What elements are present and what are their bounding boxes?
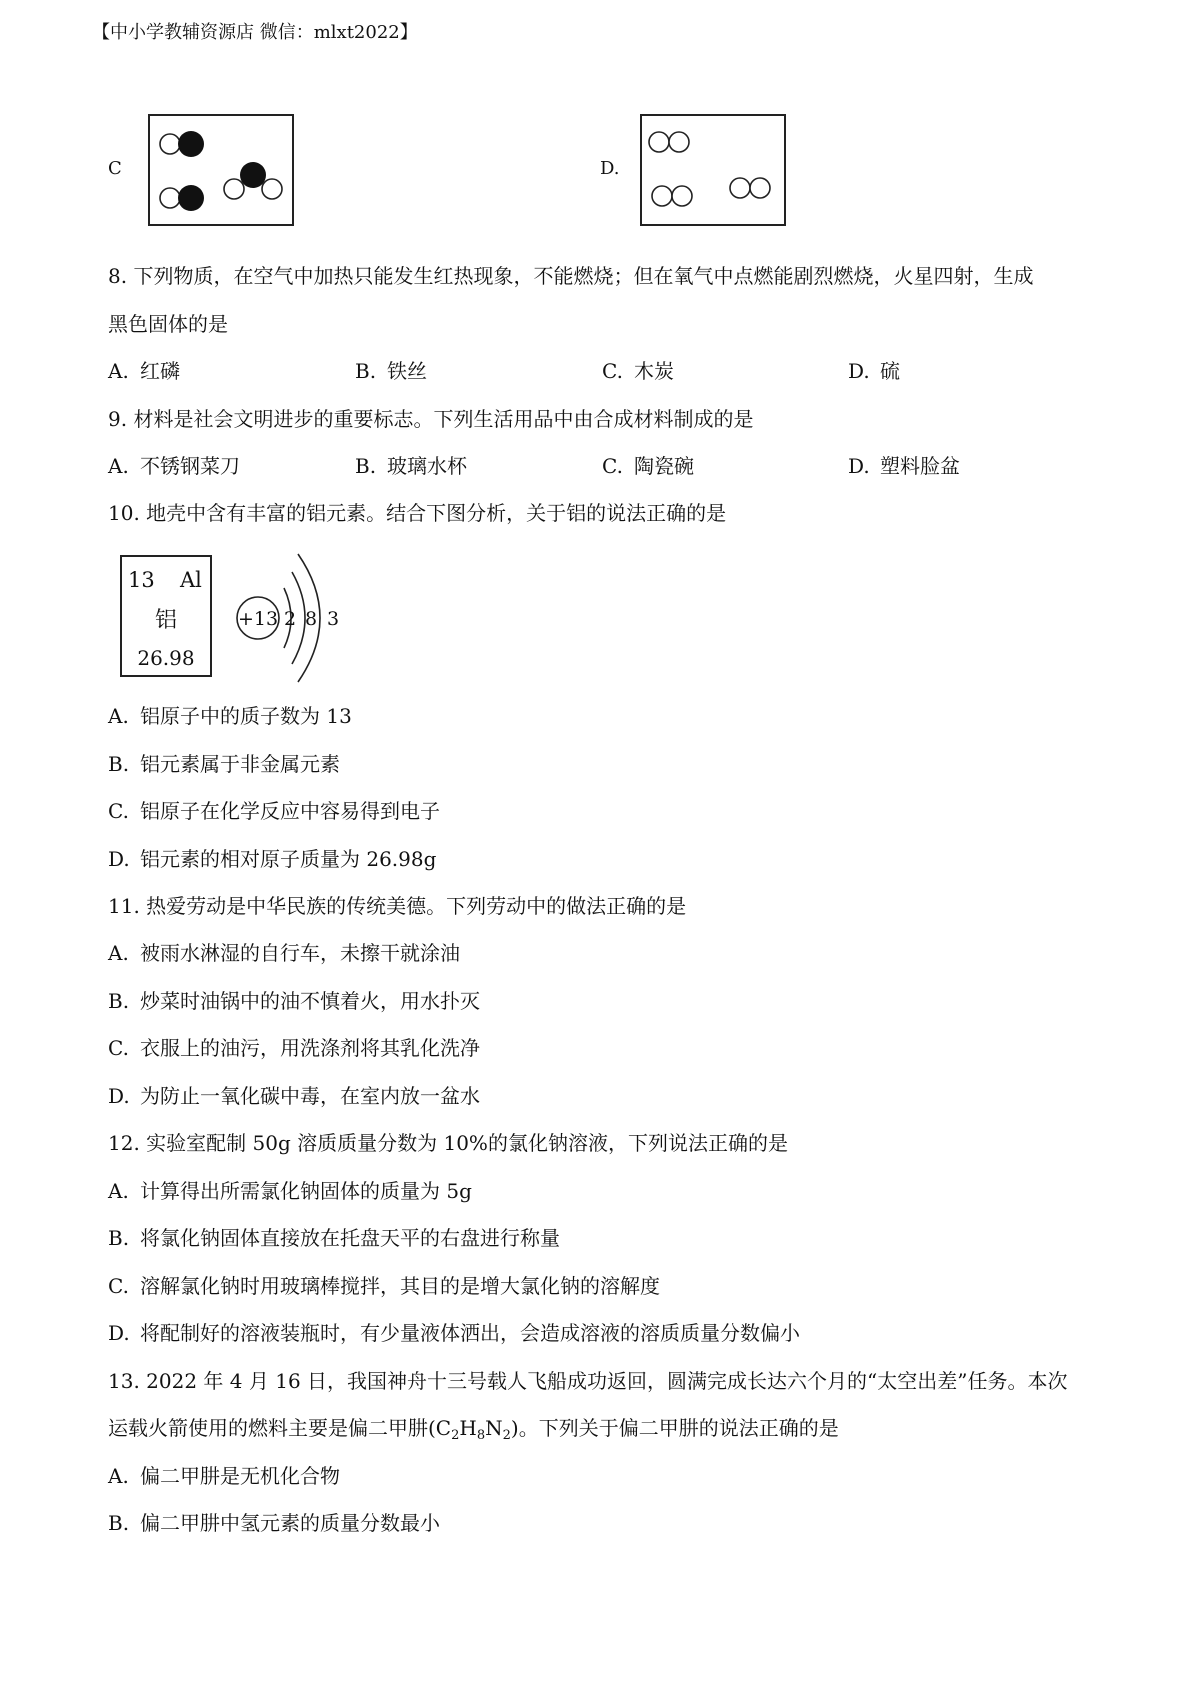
formula-subscript: 2 <box>502 1428 511 1443</box>
option-text: 铝原子中的质子数为 13 <box>140 704 352 728</box>
nucleus-charge: +13 <box>237 608 279 630</box>
option-text: 玻璃水杯 <box>387 454 467 478</box>
option-label: D. <box>848 454 870 478</box>
atom-open <box>160 134 180 154</box>
option-label: D. <box>108 1321 130 1345</box>
question-11-option-d <box>108 1080 480 1109</box>
option-text: 陶瓷碗 <box>634 454 694 478</box>
formula-subscript: 2 <box>451 1428 460 1443</box>
atom-open <box>224 179 244 199</box>
option-text: 将氯化钠固体直接放在托盘天平的右盘进行称量 <box>140 1226 560 1250</box>
question-12-stem: 12. 实验室配制 50g 溶质质量分数为 10%的氯化钠溶液，下列说法正确的是 <box>108 1131 788 1155</box>
question-12-option-c <box>108 1270 660 1299</box>
question-8-stem-line1: 8. 下列物质，在空气中加热只能发生红热现象，不能燃烧；但在氧气中点燃能剧烈燃烧，火星四射，生成 <box>108 264 1034 288</box>
option-label: A. <box>108 941 129 965</box>
option-label: C. <box>602 454 623 478</box>
question-11-option-b <box>108 985 480 1014</box>
aluminum-atom-structure <box>232 548 352 688</box>
option-text: 塑料脸盆 <box>880 454 960 478</box>
molecule-diagram-c <box>148 114 294 226</box>
question-8-option-a <box>108 355 180 384</box>
atom-open <box>649 132 669 152</box>
question-13-stem-line2 <box>108 1412 839 1441</box>
option-label: D. <box>108 847 130 871</box>
question-10-stem: 10. 地壳中含有丰富的铝元素。结合下图分析，关于铝的说法正确的是 <box>108 501 727 525</box>
option-label: A. <box>108 359 129 383</box>
atom-filled <box>240 162 266 188</box>
question-10-option-b <box>108 748 340 777</box>
option-label: D. <box>108 1084 130 1108</box>
question-9-option-d <box>848 450 960 479</box>
option-text: 硫 <box>880 359 900 383</box>
option-text: 被雨水淋湿的自行车，未擦干就涂油 <box>140 941 460 965</box>
option-text: 铝元素的相对原子质量为 26.98g <box>140 847 437 871</box>
option-text: 偏二甲肼是无机化合物 <box>140 1464 340 1488</box>
option-label: B. <box>355 454 377 478</box>
question-10-option-d <box>108 843 436 872</box>
option-text: 为防止一氧化碳中毒，在室内放一盆水 <box>140 1084 480 1108</box>
option-text: 炒菜时油锅中的油不慎着火，用水扑灭 <box>140 989 480 1013</box>
question-8-stem-line2: 黑色固体的是 <box>108 312 228 336</box>
option-text: 不锈钢菜刀 <box>140 454 240 478</box>
question-9-stem: 9. 材料是社会文明进步的重要标志。下列生活用品中由合成材料制成的是 <box>108 407 754 431</box>
shell-electrons-3: 3 <box>326 608 340 630</box>
option-text: 红磷 <box>140 359 180 383</box>
shell-electrons-2: 8 <box>304 608 318 630</box>
option-text: 铝原子在化学反应中容易得到电子 <box>140 799 440 823</box>
option-label: A. <box>108 704 129 728</box>
option-label: D. <box>848 359 870 383</box>
option-text: 木炭 <box>634 359 674 383</box>
question-10-option-a <box>108 700 352 729</box>
atom-open <box>750 178 770 198</box>
option-label: C. <box>108 799 129 823</box>
option-label: B. <box>355 359 377 383</box>
question-8-option-c <box>602 355 674 384</box>
option-label: A. <box>108 454 129 478</box>
option-label: C. <box>108 1036 129 1060</box>
atom-open <box>160 188 180 208</box>
option-text: 铝元素属于非金属元素 <box>140 752 340 776</box>
question-11-option-a <box>108 937 460 966</box>
option-text: 铁丝 <box>387 359 427 383</box>
option-label: C. <box>602 359 623 383</box>
element-atomic-mass: 26.98 <box>137 646 195 670</box>
option-label: A. <box>108 1179 129 1203</box>
option-label: A. <box>108 1464 129 1488</box>
question-12-option-d <box>108 1317 800 1346</box>
question-9-option-a <box>108 450 240 479</box>
stem-text: )。下列关于偏二甲肼的说法正确的是 <box>510 1416 839 1440</box>
question-8-option-d <box>848 355 900 384</box>
stem-text: 运载火箭使用的燃料主要是偏二甲肼(C <box>108 1416 452 1440</box>
option-d-label: D. <box>600 158 620 179</box>
atom-open <box>262 179 282 199</box>
molecule-diagram-d <box>640 114 786 226</box>
header-source: 【中小学教辅资源店 微信：mlxt2022】 <box>92 22 418 43</box>
option-label: B. <box>108 752 130 776</box>
question-13-stem-line1: 13. 2022 年 4 月 16 日，我国神舟十三号载人飞船成功返回，圆满完成长达六个月的“太空出差”任务。本次 <box>108 1369 1068 1393</box>
atom-open <box>672 186 692 206</box>
atom-open <box>730 178 750 198</box>
option-text: 偏二甲肼中氢元素的质量分数最小 <box>140 1511 440 1535</box>
question-12-option-b <box>108 1222 560 1251</box>
question-9-option-b <box>355 450 467 479</box>
option-text: 衣服上的油污，用洗涤剂将其乳化洗净 <box>140 1036 480 1060</box>
formula-element: N <box>485 1416 503 1440</box>
shell-electrons-1: 2 <box>283 608 297 630</box>
option-c-label: C <box>108 158 122 179</box>
formula-subscript: 8 <box>476 1428 486 1443</box>
question-11-option-c <box>108 1032 480 1061</box>
element-name: 铝 <box>154 608 178 633</box>
atom-open <box>652 186 672 206</box>
option-label: C. <box>108 1274 129 1298</box>
element-atomic-number: 13 <box>128 568 155 592</box>
element-symbol: Al <box>180 568 202 592</box>
option-label: B. <box>108 989 130 1013</box>
atom-open <box>669 132 689 152</box>
option-text: 溶解氯化钠时用玻璃棒搅拌，其目的是增大氯化钠的溶解度 <box>140 1274 660 1298</box>
atom-filled <box>178 131 204 157</box>
atom-filled <box>178 185 204 211</box>
question-13-option-b <box>108 1507 440 1536</box>
option-text: 将配制好的溶液装瓶时，有少量液体洒出，会造成溶液的溶质质量分数偏小 <box>140 1321 800 1345</box>
option-label: B. <box>108 1511 130 1535</box>
option-text: 计算得出所需氯化钠固体的质量为 5g <box>140 1179 472 1203</box>
question-12-option-a <box>108 1175 472 1204</box>
formula-element: H <box>459 1416 477 1440</box>
aluminum-element-card <box>120 555 212 677</box>
option-label: B. <box>108 1226 130 1250</box>
question-8-option-b <box>355 355 427 384</box>
question-10-option-c <box>108 795 440 824</box>
question-11-stem: 11. 热爱劳动是中华民族的传统美德。下列劳动中的做法正确的是 <box>108 894 687 918</box>
question-9-option-c <box>602 450 694 479</box>
question-13-option-a <box>108 1460 340 1489</box>
